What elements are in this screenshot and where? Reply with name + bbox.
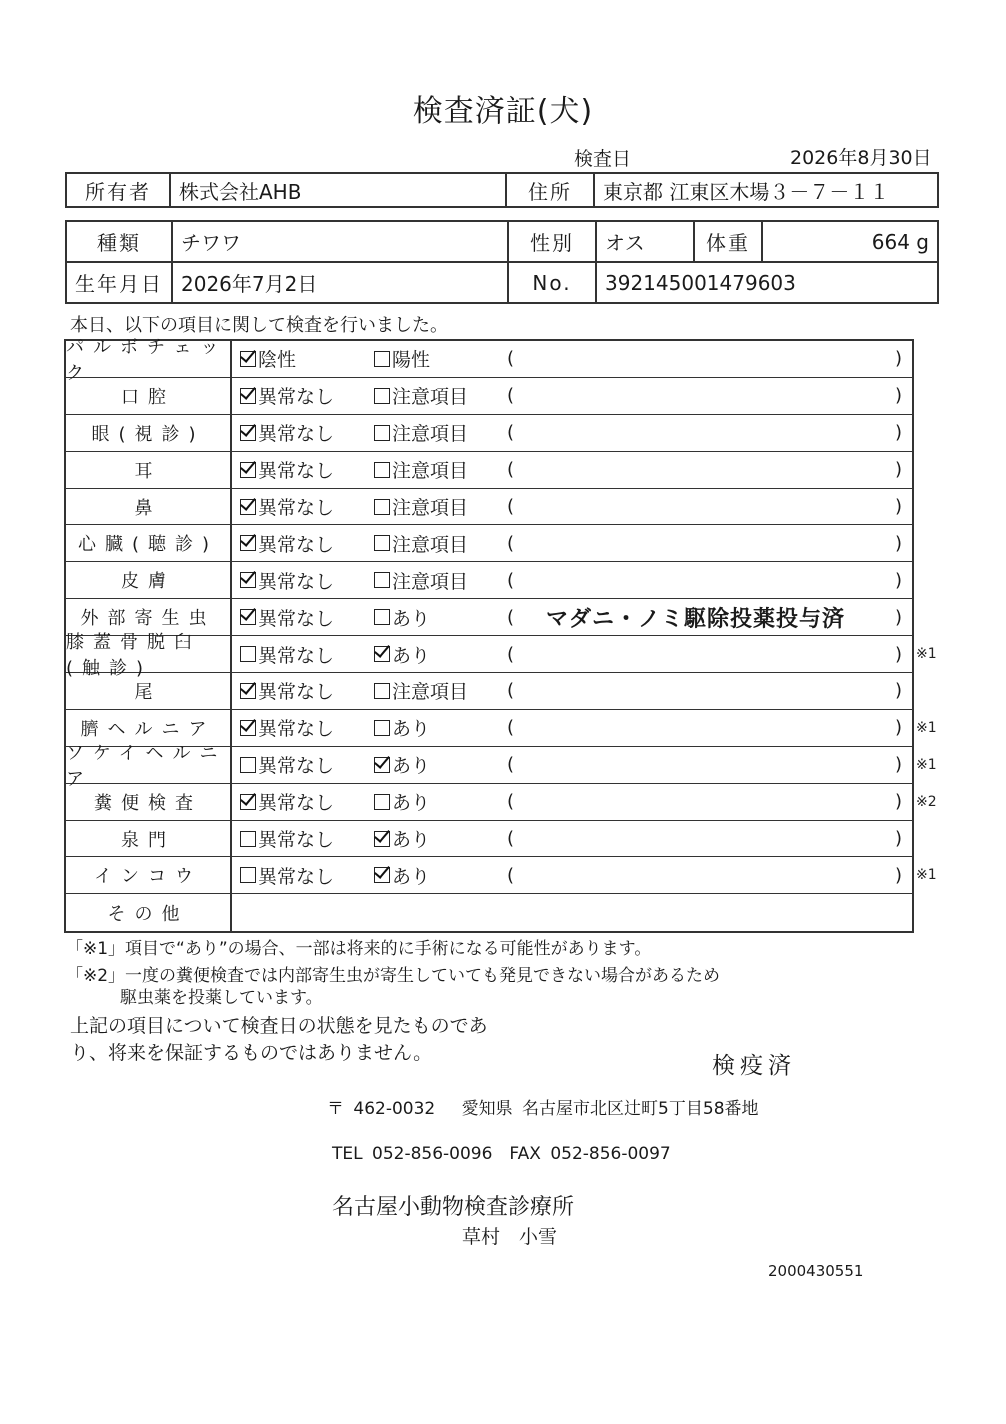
option-1-label: 異常なし xyxy=(258,386,335,409)
option-1[interactable] xyxy=(240,452,334,488)
checklist-row xyxy=(66,857,937,894)
option-2-label: あり xyxy=(392,865,431,888)
checklist-item-label: 口腔 xyxy=(66,378,232,414)
option-1-label: 異常なし xyxy=(258,497,335,519)
checkbox-icon[interactable] xyxy=(374,462,390,478)
checkbox-icon[interactable] xyxy=(374,757,390,773)
sex-label: 性別 xyxy=(508,221,596,262)
close-paren: ) xyxy=(894,754,902,776)
checklist-row xyxy=(66,378,912,415)
option-2[interactable] xyxy=(374,710,430,746)
checklist-item-label: 臍ヘルニア xyxy=(66,710,232,746)
checklist-item-label: ソケイヘルニア xyxy=(66,747,232,783)
sex-value: オス xyxy=(596,221,694,262)
checklist-item-label: 皮膚 xyxy=(66,562,232,598)
checkbox-icon[interactable] xyxy=(240,867,256,883)
option-1[interactable] xyxy=(240,525,334,561)
open-paren: ( xyxy=(507,680,515,702)
option-1[interactable] xyxy=(240,784,334,820)
disclaimer: 上記の項目について検査日の状態を見たものであり、将来を保証するものではありません。 xyxy=(70,1015,488,1064)
checkbox-icon[interactable] xyxy=(240,794,256,810)
intro-text: 本日、以下の項目に関して検査を行いました。 xyxy=(70,315,448,336)
option-2-label: 注意項目 xyxy=(392,533,469,556)
option-1-label: 異常なし xyxy=(258,865,335,888)
checkbox-icon[interactable] xyxy=(240,609,256,625)
checklist-item-label: その他 xyxy=(66,894,232,931)
inspection-date: 2026年8月30日 xyxy=(790,147,932,169)
close-paren: ) xyxy=(894,532,902,554)
option-2-label: 注意項目 xyxy=(392,386,469,409)
checklist-row xyxy=(66,784,937,821)
option-1-label: 異常なし xyxy=(258,829,335,852)
checklist-row xyxy=(66,336,912,384)
open-paren: ( xyxy=(507,643,515,665)
option-2[interactable] xyxy=(374,452,468,488)
checkbox-icon[interactable] xyxy=(374,351,390,367)
option-2-label: 注意項目 xyxy=(392,423,469,446)
option-1[interactable] xyxy=(240,415,334,451)
weight-label: 体重 xyxy=(694,221,762,262)
option-2[interactable] xyxy=(374,378,468,414)
dog-info-table xyxy=(65,220,939,304)
checkbox-icon[interactable] xyxy=(374,609,390,625)
option-1[interactable] xyxy=(240,599,334,635)
close-paren: ) xyxy=(894,717,902,739)
option-2-label: 注意項目 xyxy=(392,681,469,704)
option-1-label: 異常なし xyxy=(258,607,335,630)
checklist-item-label: 心臓(聴診) xyxy=(66,525,232,561)
checklist-item-label: インコウ xyxy=(66,857,232,893)
checklist-row xyxy=(66,489,912,526)
checklist-item-label: 耳 xyxy=(66,452,232,488)
option-2[interactable] xyxy=(374,673,468,709)
footnote-2: 「※2」一度の糞便検査では内部寄生虫が寄生していても発見できない場合があるため xyxy=(66,966,721,986)
close-paren: ) xyxy=(894,496,902,517)
close-paren: ) xyxy=(894,791,902,813)
checklist-row xyxy=(66,525,912,562)
checklist-item-label: 糞便検査 xyxy=(66,784,232,820)
option-2[interactable] xyxy=(374,599,430,635)
option-1-label: 異常なし xyxy=(258,533,335,556)
checkbox-icon[interactable] xyxy=(374,646,390,662)
footnote-marker: ※1 xyxy=(916,756,937,773)
inspection-date-label: 検査日 xyxy=(574,148,632,170)
close-paren: ) xyxy=(894,643,902,665)
close-paren: ) xyxy=(894,459,902,481)
option-1[interactable] xyxy=(240,857,334,893)
quarantine-stamp: 検疫済 xyxy=(712,1053,796,1079)
owner-value: 株式会社AHB xyxy=(170,173,506,207)
option-2-label: 注意項目 xyxy=(392,570,469,593)
option-2-label: 注意項目 xyxy=(392,460,469,483)
close-paren: ) xyxy=(894,680,902,702)
footnote-marker: ※2 xyxy=(916,793,937,810)
checkbox-icon[interactable] xyxy=(240,720,256,736)
option-1[interactable] xyxy=(240,341,296,377)
option-2-label: あり xyxy=(392,607,431,630)
close-paren: ) xyxy=(894,864,902,886)
birth-value: 2026年7月2日 xyxy=(172,262,508,303)
option-2-label: あり xyxy=(392,718,431,741)
open-paren: ( xyxy=(507,385,515,407)
close-paren: ) xyxy=(894,569,902,591)
owner-label: 所有者 xyxy=(66,173,170,207)
checklist-row xyxy=(66,452,912,489)
option-2[interactable] xyxy=(374,489,468,525)
address-value: 東京都 江東区木場３－７－１１ xyxy=(594,173,938,207)
footnote-marker: ※1 xyxy=(916,646,937,663)
option-2[interactable] xyxy=(374,341,430,377)
checkbox-icon[interactable] xyxy=(374,499,390,515)
option-1[interactable] xyxy=(240,710,334,746)
checkbox-icon[interactable] xyxy=(240,535,256,551)
checkbox-icon[interactable] xyxy=(374,720,390,736)
option-1[interactable] xyxy=(240,636,334,672)
open-paren: ( xyxy=(507,422,515,444)
checklist-row xyxy=(66,894,912,931)
option-1[interactable] xyxy=(240,489,334,525)
checkbox-icon[interactable] xyxy=(240,462,256,478)
no-label: No. xyxy=(508,262,596,303)
checkbox-icon[interactable] xyxy=(240,499,256,515)
option-1-label: 異常なし xyxy=(258,644,335,667)
checkbox-icon[interactable] xyxy=(374,572,390,588)
open-paren: ( xyxy=(507,791,515,813)
checklist-row xyxy=(66,562,912,599)
clinic-phone: TEL 052-856-0096 FAX 052-856-0097 xyxy=(332,1144,671,1164)
checklist-item-label: 泉門 xyxy=(66,821,232,857)
option-2[interactable] xyxy=(374,857,430,893)
checkbox-icon[interactable] xyxy=(240,646,256,662)
inspection-checklist xyxy=(64,336,937,933)
open-paren: ( xyxy=(507,864,515,886)
checkbox-icon[interactable] xyxy=(374,683,390,699)
open-paren: ( xyxy=(507,348,515,370)
checklist-row xyxy=(66,742,937,790)
open-paren: ( xyxy=(507,717,515,739)
open-paren: ( xyxy=(507,459,515,481)
close-paren: ) xyxy=(894,828,902,850)
address-label: 住所 xyxy=(506,173,594,207)
option-2[interactable] xyxy=(374,415,468,451)
open-paren: ( xyxy=(507,828,515,850)
option-1[interactable] xyxy=(240,673,334,709)
checklist-row xyxy=(66,673,912,710)
footnote-marker: ※1 xyxy=(916,719,937,736)
option-1-label: 異常なし xyxy=(258,460,335,483)
open-paren: ( xyxy=(507,754,515,776)
checkbox-icon[interactable] xyxy=(374,425,390,441)
option-2-label: あり xyxy=(392,792,431,815)
checklist-row xyxy=(66,415,912,452)
option-2-label: あり xyxy=(392,644,431,667)
option-2[interactable] xyxy=(374,747,430,783)
close-paren: ) xyxy=(894,348,902,370)
close-paren: ) xyxy=(894,422,902,444)
vet-name: 草村 小雪 xyxy=(462,1226,558,1248)
option-2[interactable] xyxy=(374,636,430,672)
option-2[interactable] xyxy=(374,821,430,857)
footnote-1: 「※1」項目で“あり”の場合、一部は将来的に手術になる可能性があります。 xyxy=(66,939,652,959)
checkbox-icon[interactable] xyxy=(240,831,256,847)
option-1[interactable] xyxy=(240,378,334,414)
checklist-item-label: 膝蓋骨脱臼(触診) xyxy=(66,636,232,672)
checkbox-icon[interactable] xyxy=(240,388,256,404)
checkbox-icon[interactable] xyxy=(240,351,256,367)
footnote-2-continued: 駆虫薬を投薬しています。 xyxy=(120,988,323,1008)
option-1-label: 異常なし xyxy=(258,792,335,815)
option-2-label: あり xyxy=(392,755,431,778)
checkbox-icon[interactable] xyxy=(240,683,256,699)
option-2[interactable] xyxy=(374,562,468,598)
checklist-item-label: 尾 xyxy=(66,673,232,709)
checklist-row xyxy=(66,821,912,858)
checkbox-icon[interactable] xyxy=(374,794,390,810)
checkbox-icon[interactable] xyxy=(240,572,256,588)
option-2-label: 注意項目 xyxy=(392,497,469,519)
clinic-address: 〒 462-0032 愛知県 名古屋市北区辻町5丁目58番地 xyxy=(327,1099,759,1119)
document-title: 検査済証(犬) xyxy=(412,94,594,129)
option-1-label: 異常なし xyxy=(258,423,335,446)
option-1-label: 異常なし xyxy=(258,681,335,704)
checklist-item-label: 鼻 xyxy=(66,489,232,525)
close-paren: ) xyxy=(894,606,902,628)
checkbox-icon[interactable] xyxy=(374,867,390,883)
breed-label: 種類 xyxy=(66,221,172,262)
option-1-label: 異常なし xyxy=(258,718,335,741)
no-value: 392145001479603 xyxy=(596,262,938,303)
weight-value: 664 g xyxy=(762,221,938,262)
owner-table xyxy=(65,172,939,208)
option-1[interactable] xyxy=(240,747,334,783)
checkbox-icon[interactable] xyxy=(240,757,256,773)
option-1-label: 異常なし xyxy=(258,755,335,778)
option-2[interactable] xyxy=(374,784,430,820)
checklist-row xyxy=(66,632,937,680)
breed-value: チワワ xyxy=(172,221,508,262)
option-1[interactable] xyxy=(240,821,334,857)
open-paren: ( xyxy=(507,532,515,554)
checkbox-icon[interactable] xyxy=(374,388,390,404)
option-1[interactable] xyxy=(240,562,334,598)
option-2-label: 陽性 xyxy=(392,349,431,372)
checklist-item-label: パルボチェック xyxy=(66,341,232,377)
checklist-item-label: 外部寄生虫 xyxy=(66,599,232,635)
checkbox-icon[interactable] xyxy=(374,831,390,847)
document-number: 2000430551 xyxy=(768,1262,864,1280)
checkbox-icon[interactable] xyxy=(374,535,390,551)
footnote-marker: ※1 xyxy=(916,867,937,884)
checklist-item-label: 眼(視診) xyxy=(66,415,232,451)
option-2-label: あり xyxy=(392,829,431,852)
open-paren: ( xyxy=(507,496,515,517)
clinic-name: 名古屋小動物検査診療所 xyxy=(332,1195,575,1220)
option-1-label: 陰性 xyxy=(258,349,297,372)
open-paren: ( xyxy=(507,606,515,628)
checkbox-icon[interactable] xyxy=(240,425,256,441)
open-paren: ( xyxy=(507,569,515,591)
birth-label: 生年月日 xyxy=(66,262,172,303)
close-paren: ) xyxy=(894,385,902,407)
option-2[interactable] xyxy=(374,525,468,561)
option-1-label: 異常なし xyxy=(258,570,335,593)
remarks: マダニ・ノミ駆除投薬投与済 xyxy=(546,606,846,632)
